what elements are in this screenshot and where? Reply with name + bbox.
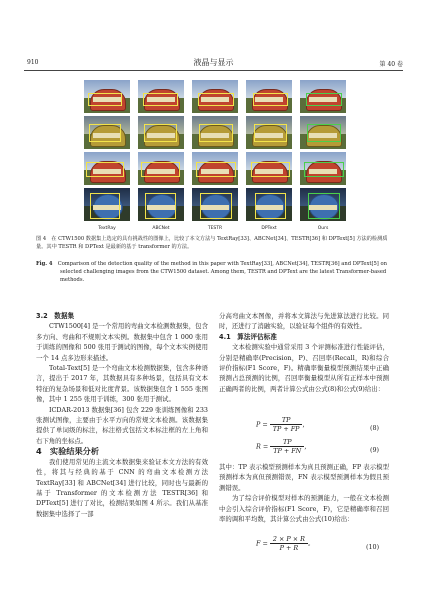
paragraph-icdar-2013: ICDAR-2013 数据集[36] 包含 229 张训练图像和 233 张测试图像，主要由于水平方向的常规文本检测。该数据集提供了单词级的标注，标注格式包括文本标注框的左上角和右下角的坐标点。: [36, 405, 208, 445]
figure-label-en: Fig. 4: [36, 261, 53, 267]
detection-box: [255, 193, 286, 219]
journal-title: 液晶与显示: [193, 58, 234, 67]
figure-cell-3-2: [138, 152, 184, 185]
eq9-numerator: TP: [270, 438, 304, 447]
detection-box: [253, 93, 288, 106]
paragraph-metrics: 文本检测实验中通常采用 3 个评测标准进行性能评估，分别是精确率(Precision，P)、召回率(Recall，R)和综合评价指标(F1 Score，F)。精确率衡量模型预测结果中正确预测占总预测的比例，召回率衡量模型从所有正样本中预测正确两者的比例，两者计算公式由公式(8)和公式(9)给出：: [219, 343, 389, 393]
paragraph-experiments: 我们使用常见的主流文本数据集来验证本文方法的有效性，将其与经典的基于 CNN 的弯曲文本检测方法 TextRay[33] 和 ABCNet[34] 进行比较，同时也与最新的基于 Transformer 的文本检测方法 TESTR[36] 和 DPText[5] 进行了对比，检测结果如图 4 所示。我们从基准数据集中选择了一部: [36, 457, 208, 518]
equation-9: R = $\frac{TP}{TP + FN}$ ，: [256, 438, 311, 455]
figure-column-label: DPText: [261, 226, 277, 231]
figure-column-label: ABCNet: [152, 226, 170, 231]
detection-box: [143, 93, 178, 106]
figure-cell-3-1: [84, 152, 130, 185]
equation-10-number: (10): [366, 543, 380, 551]
detection-box: [86, 162, 124, 177]
section-heading-3-2: 3.2 数据集: [36, 312, 75, 320]
section-heading-4: 4 实验结果分析: [36, 446, 100, 457]
eq9-denominator: TP + FN: [273, 447, 302, 455]
figure-caption-en: [36, 260, 396, 284]
paragraph-f1: 为了综合评价模型对样本的预测能力，一般在文本检测中会引入综合评价指标(F1 Score，F)，它是精确率和召回率的调和平均数，其计算公式由公式(10)给出：: [219, 494, 389, 524]
equation-10: F = $\frac{2 \times P \times R}{P + R}$ 。: [256, 535, 315, 552]
detection-box: [196, 162, 236, 177]
figure-cell-4-3: [192, 188, 238, 221]
detection-box: [308, 193, 340, 219]
equation-8: P = $\frac{TP}{TP + FP}$ ，: [256, 416, 309, 433]
eq8-denominator: TP + FP: [272, 425, 300, 433]
left-column: [36, 311, 208, 519]
detection-box: [251, 162, 290, 177]
eq10-numerator: 2 × P × R: [270, 535, 308, 544]
figure-cell-1-3: [192, 80, 238, 113]
eq8-numerator: TP: [270, 416, 303, 425]
figure-4-grid: [84, 80, 346, 232]
detection-box: [306, 93, 342, 106]
figure-cell-2-3: [192, 116, 238, 149]
section-heading-4-1: 4.1 算法评估标准: [219, 332, 277, 341]
volume-label: 第 40 卷: [379, 61, 403, 68]
paragraph-total-text: Total-Text[5] 是一个弯曲文本检测数据集，包含多种语言，提出于 2017 年，其数据具有多种场景，包括具有文本特征的复杂场景和低对比度背景。该数据集包含 1 555 张图像，其中 1 255 张用于训练，300 张用于测试。: [36, 364, 208, 404]
figure-cell-1-5: [300, 80, 346, 113]
running-header: [0, 0, 427, 68]
figure-column-label: TextRay: [98, 226, 116, 231]
detection-box: [145, 193, 176, 219]
figure-cell-4-2: [138, 188, 184, 221]
figure-cell-4-1: [84, 188, 130, 221]
figure-caption-zh: 图 4 在 CTW1500 数据集上选定的具有挑战性的图像上，比较了本文方法与 TextRay[33]、ABCNet[34]、TESTR[36] 和 DPText[5] 方法的检测质量。其中 TESTR 和 DPText 是最新的基于 transformer 的方法。: [36, 236, 388, 250]
figure-cell-3-5: [300, 152, 346, 185]
paragraph-ctw1500: CTW1500[4] 是一个常用的弯曲文本检测数据集，包含多方向、弯曲和不规则文本实例。数据集中包含 1 000 张用于训练的图像和 500 张用于测试的图像，每个文本实例使用一个 14 点多边形来描述。: [36, 322, 208, 362]
figure-cell-1-2: [138, 80, 184, 113]
page-number: 910: [27, 59, 39, 66]
detection-box: [200, 193, 232, 219]
equation-8-number: (8): [370, 424, 380, 432]
detection-box: [88, 93, 122, 106]
right-column-top: [219, 311, 389, 394]
detection-box: [89, 124, 121, 142]
eq10-denominator: P + R: [279, 544, 299, 552]
detection-box: [141, 162, 180, 177]
figure-caption-en-text: Comparison of the detection quality of the method in this paper with TextRay[33], ABCNet[34], TESTR[36] and DPText[5] on selected challenging images from the CTW1500 dataset. Among them, TESTR and DPText are the latest Transformer-based methods.: [57, 261, 387, 283]
paragraph-continued: 分高弯曲文本图像，并将本文算法与先进算法进行比较。同时，还进行了消融实验，以验证每个组件的有效性。: [219, 312, 389, 331]
figure-cell-2-5: [300, 116, 346, 149]
detection-box: [307, 124, 341, 142]
figure-column-label: TESTR: [207, 226, 223, 231]
figure-cell-2-2: [138, 116, 184, 149]
figure-cell-1-4: [246, 80, 292, 113]
detection-box: [90, 193, 120, 219]
figure-column-label: Ours: [317, 226, 329, 231]
figure-cell-3-4: [246, 152, 292, 185]
paragraph-tp-fp-fn: 其中：TP 表示模型预测样本为真且预测正确，FP 表示模型预测样本为真但预测错误，FN 表示模型预测样本为假且预测错误。: [219, 463, 389, 492]
figure-cell-1-1: [84, 80, 130, 113]
right-column-bottom: [219, 462, 389, 524]
header-rule: [24, 70, 403, 71]
figure-cell-4-5: [300, 188, 346, 221]
figure-cell-4-4: [246, 188, 292, 221]
detection-box: [144, 124, 177, 142]
equation-9-number: (9): [370, 446, 380, 454]
detection-box: [199, 124, 233, 142]
figure-cell-2-1: [84, 116, 130, 149]
detection-box: [254, 124, 287, 142]
figure-cell-2-4: [246, 116, 292, 149]
detection-box: [304, 162, 344, 177]
figure-cell-3-3: [192, 152, 238, 185]
detection-box: [198, 93, 234, 106]
